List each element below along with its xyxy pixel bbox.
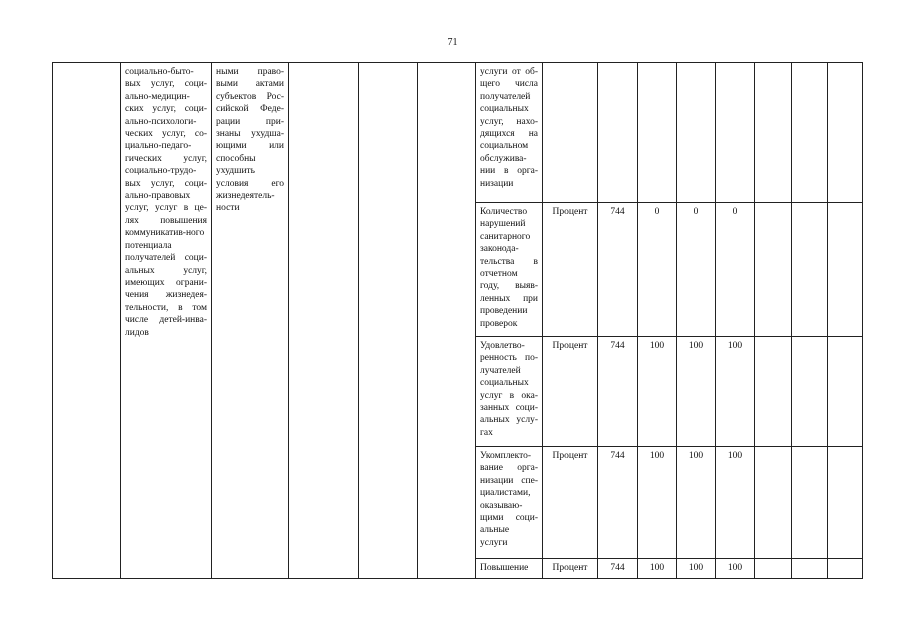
empty-cell bbox=[792, 559, 828, 579]
indicator-cell: Количество нарушений санитарного законода-тельства в отчетном году, выяв-ленных при проведении проверок bbox=[476, 203, 543, 337]
code-cell: 744 bbox=[598, 337, 638, 447]
empty-cell bbox=[792, 337, 828, 447]
unit-cell: Процент bbox=[543, 559, 598, 579]
empty-cell bbox=[755, 447, 792, 559]
empty-cell bbox=[828, 447, 863, 559]
value-cell: 0 bbox=[638, 203, 677, 337]
conditions-cell: ными право-выми актами субъектов Рос-сийской Феде-рации при-знаны ухудша-ющими или способны ухудшить условия его жизнедеятель-ности bbox=[212, 63, 289, 579]
page-number: 71 bbox=[447, 37, 458, 48]
value-cell: 100 bbox=[677, 337, 716, 447]
value-cell: 100 bbox=[638, 559, 677, 579]
value-cell bbox=[716, 63, 755, 203]
empty-cell bbox=[792, 203, 828, 337]
code-cell: 744 bbox=[598, 559, 638, 579]
value-cell: 100 bbox=[638, 337, 677, 447]
value-cell bbox=[677, 63, 716, 203]
col6-cell bbox=[418, 63, 476, 579]
empty-cell bbox=[828, 337, 863, 447]
services-description-cell: социально-быто-вых услуг, соци-ально-медицин-ских услуг, соци-ально-психологи-ческих услуг, со-циально-педаго-гических услуг, социально-трудо-вых услуг, соци-ально-правовых услуг, услуг в це-лях повышения коммуникатив-ного потенциала получателей соци-альных услуг, имеющих ограни-чения жизнедея-тельности, в том числе детей-инва-лидов bbox=[121, 63, 212, 579]
value-cell: 100 bbox=[716, 559, 755, 579]
empty-cell bbox=[828, 559, 863, 579]
code-cell: 744 bbox=[598, 447, 638, 559]
indicator-cell: Повышение bbox=[476, 559, 543, 579]
services-table bbox=[52, 62, 863, 579]
unit-cell: Процент bbox=[543, 203, 598, 337]
indicator-cell: Укомплекто-вание орга-низации спе-циалистами, оказываю-щими соци-альные услуги bbox=[476, 447, 543, 559]
unit-cell: Процент bbox=[543, 337, 598, 447]
value-cell: 100 bbox=[638, 447, 677, 559]
code-cell bbox=[598, 63, 638, 203]
value-cell: 100 bbox=[716, 447, 755, 559]
unit-cell bbox=[543, 63, 598, 203]
empty-cell bbox=[792, 63, 828, 203]
col4-cell bbox=[289, 63, 359, 579]
empty-cell bbox=[755, 337, 792, 447]
code-cell: 744 bbox=[598, 203, 638, 337]
empty-cell bbox=[755, 63, 792, 203]
value-cell: 0 bbox=[716, 203, 755, 337]
empty-cell bbox=[755, 203, 792, 337]
value-cell: 100 bbox=[716, 337, 755, 447]
unit-cell: Процент bbox=[543, 447, 598, 559]
value-cell: 0 bbox=[677, 203, 716, 337]
empty-cell bbox=[755, 559, 792, 579]
indicator-cell: услуги от об-щего числа получателей социальных услуг, нахо-дящихся на социальном обслужива-нии в орга-низации bbox=[476, 63, 543, 203]
indicator-cell: Удовлетво-ренность по-лучателей социальных услуг в ока-занных соци-альных услу-гах bbox=[476, 337, 543, 447]
empty-cell bbox=[792, 447, 828, 559]
value-cell: 100 bbox=[677, 447, 716, 559]
empty-cell bbox=[828, 63, 863, 203]
value-cell bbox=[638, 63, 677, 203]
col1-cell bbox=[53, 63, 121, 579]
col5-cell bbox=[359, 63, 418, 579]
table-row bbox=[53, 63, 863, 203]
empty-cell bbox=[828, 203, 863, 337]
value-cell: 100 bbox=[677, 559, 716, 579]
